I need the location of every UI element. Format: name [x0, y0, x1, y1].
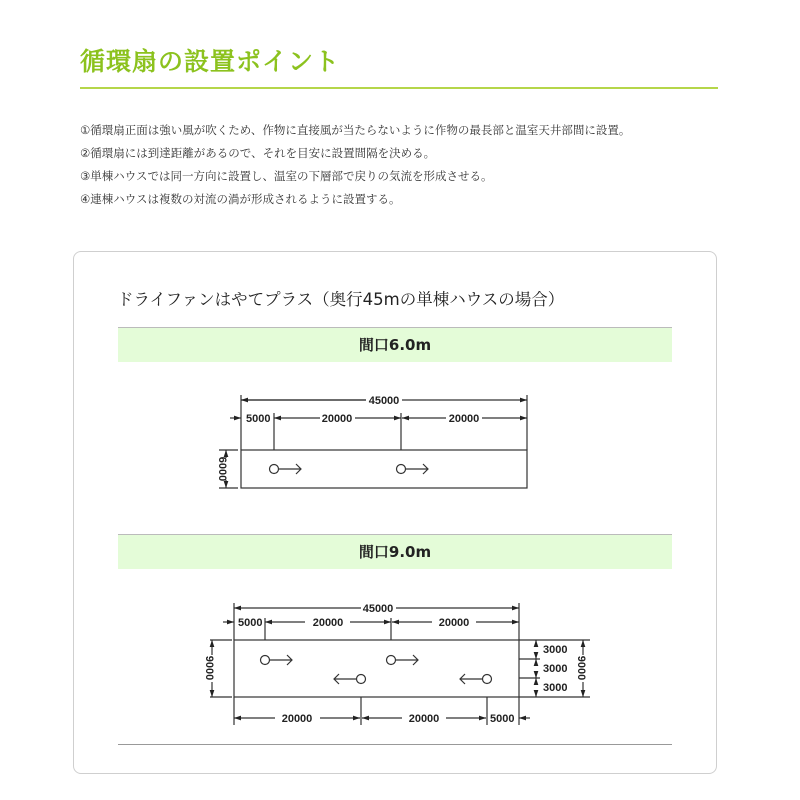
section-header-9m: 間口9.0m: [118, 534, 672, 569]
point-3: ③単棟ハウスでは同一方向に設置し、温室の下層部で戻りの気流を形成させる。: [80, 169, 493, 183]
dim-row-2: 3000: [543, 663, 568, 675]
dim-row-3: 3000: [543, 682, 568, 694]
dim-span1: 20000: [312, 617, 344, 629]
dim-span2: 20000: [448, 413, 480, 425]
dim-width-right: 9000: [575, 655, 587, 681]
dim-row-1: 3000: [543, 644, 568, 656]
dim-span1: 20000: [321, 413, 353, 425]
point-2: ②循環扇には到達距離があるので、それを目安に設置間隔を決める。: [80, 146, 436, 160]
dim-bottom-2: 20000: [408, 713, 440, 725]
dim-offset: 5000: [238, 617, 263, 629]
card-title: ドライファンはやてプラス（奥行45mの単棟ハウスの場合）: [117, 290, 565, 309]
dim-total: 45000: [368, 395, 400, 407]
dim-span2: 20000: [438, 617, 470, 629]
dim-width: 6000: [216, 456, 228, 482]
dim-width-left: 9000: [203, 655, 215, 681]
page-title: 循環扇の設置ポイント: [80, 47, 341, 76]
section-header-6m: 間口6.0m: [118, 327, 672, 362]
point-1: ①循環扇正面は強い風が吹くため、作物に直接風が当たらないように作物の最長部と温室天井部間に設置。: [80, 123, 631, 137]
dim-bottom-3: 5000: [490, 713, 515, 725]
diagram-6m: [219, 395, 527, 488]
dim-bottom-1: 20000: [281, 713, 313, 725]
point-4: ④連棟ハウスは複数の対流の渦が形成されるように設置する。: [80, 192, 401, 206]
dim-offset: 5000: [246, 413, 271, 425]
dim-total: 45000: [362, 603, 394, 615]
diagram-9m: [210, 603, 590, 725]
